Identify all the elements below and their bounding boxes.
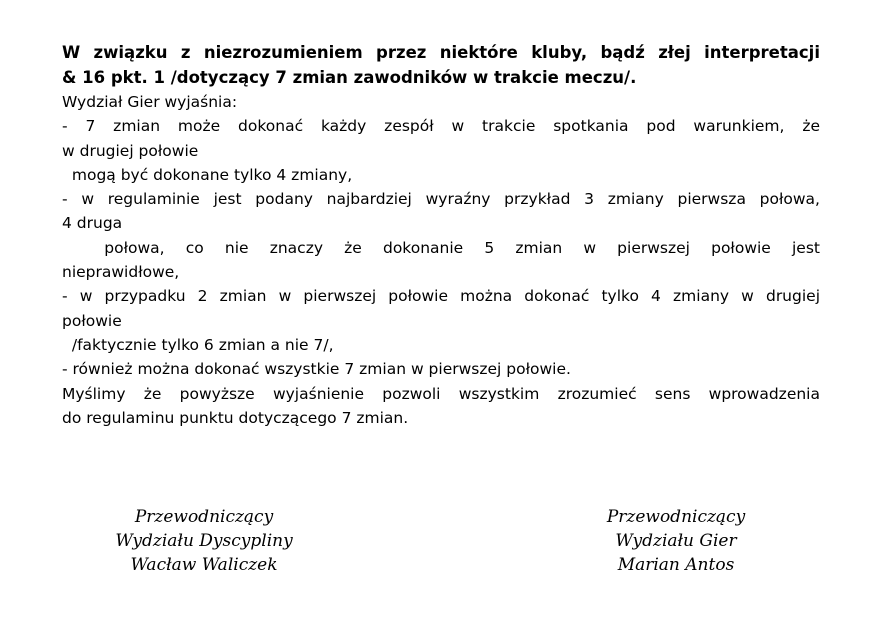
body-line-14: do regulaminu punktu dotyczącego 7 zmian. [62, 408, 409, 427]
document-heading [62, 40, 820, 90]
signature-right-role: Przewodniczący [606, 507, 746, 527]
signature-right [556, 505, 796, 577]
body-line-11: /faktycznie tylko 6 zmian a nie 7/, [62, 335, 334, 354]
body-line-4: mogą być dokonane tylko 4 zmiany, [62, 165, 353, 184]
body-line-6: 4 druga [62, 214, 123, 233]
body-line-2: - 7 zmian może dokonać każdy zespół w trakcie spotkania pod warunkiem, że [62, 117, 820, 136]
signature-left-department: Wydziału Dyscypliny [115, 531, 293, 551]
signature-left-name: Wacław Waliczek [130, 555, 278, 575]
body-line-3: w drugiej połowie [62, 141, 199, 160]
body-line-9: - w przypadku 2 zmian w pierwszej połowie można dokonać tylko 4 zmiany w drugiej [62, 287, 820, 306]
body-line-1: Wydział Gier wyjaśnia: [62, 93, 238, 111]
explanation-text [62, 90, 820, 430]
body-line-7: połowa, co nie znaczy że dokonanie 5 zmian w pierwszej połowie jest [62, 238, 820, 257]
body-line-10: połowie [62, 311, 122, 330]
signature-left [84, 505, 324, 577]
document-body [62, 40, 820, 430]
heading-line-1: W związku z niezrozumieniem przez niektóre kluby, bądź złej interpretacji [62, 43, 820, 62]
body-line-12: - również można dokonać wszystkie 7 zmian w pierwszej połowie. [62, 360, 571, 379]
body-line-5: - w regulaminie jest podany najbardziej wyraźny przykład 3 zmiany pierwsza połowa, [62, 190, 820, 209]
signature-right-name: Marian Antos [617, 555, 735, 575]
signature-right-department: Wydziału Gier [615, 531, 737, 551]
signature-left-role: Przewodniczący [134, 507, 274, 527]
heading-line-2: & 16 pkt. 1 /dotyczący 7 zmian zawodników w trakcie meczu/. [62, 68, 637, 87]
body-line-13: Myślimy że powyższe wyjaśnienie pozwoli wszystkim zrozumieć sens wprowadzenia [62, 384, 820, 403]
body-line-8: nieprawidłowe, [62, 263, 180, 282]
